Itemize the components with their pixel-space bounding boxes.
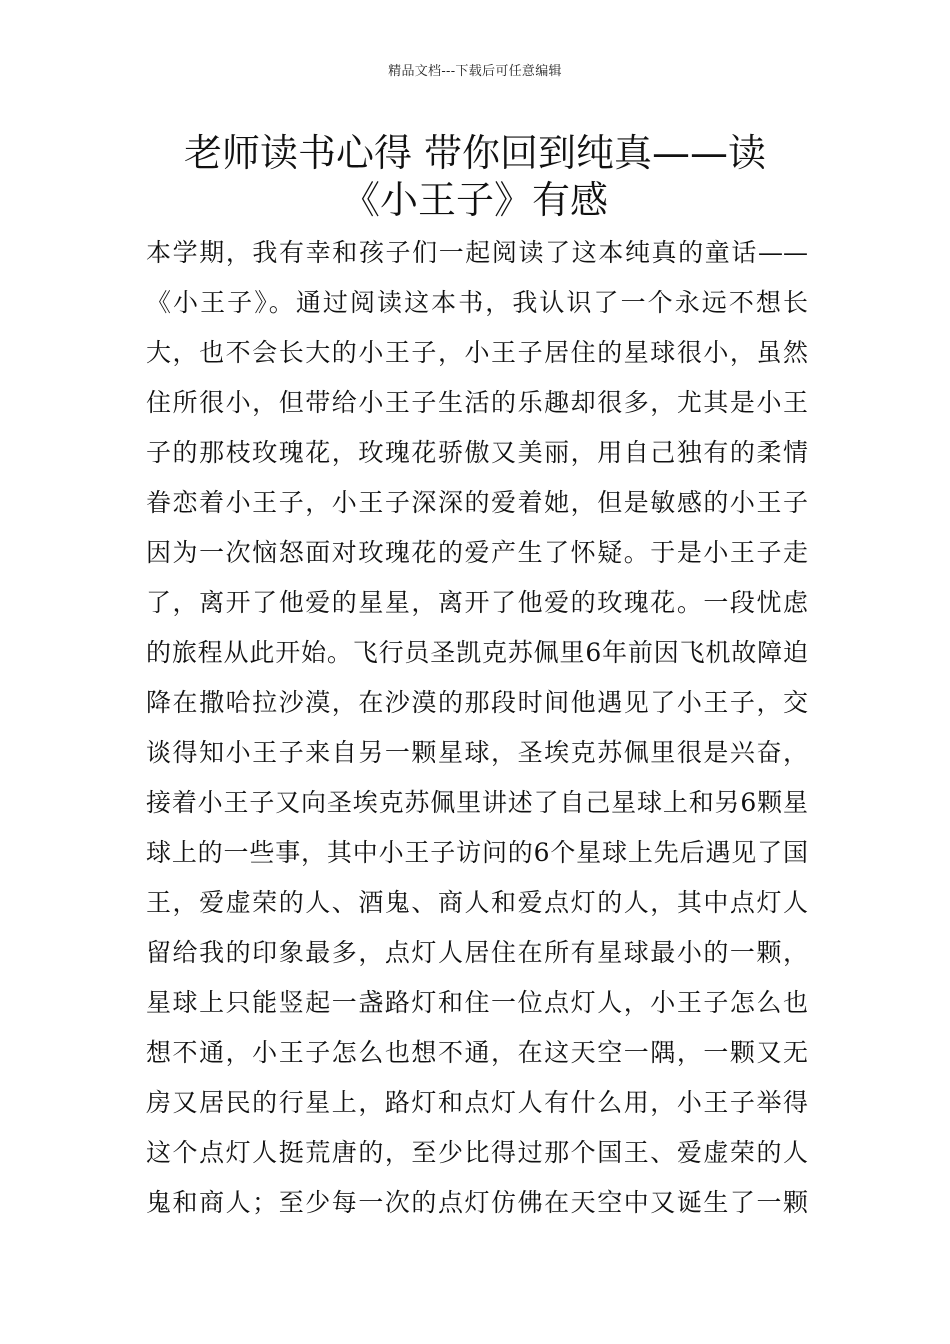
body-paragraph — [146, 228, 808, 1228]
body-line: 接着小王子又向圣埃克苏佩里讲述了自己星球上和另6颗星 — [146, 788, 808, 817]
body-line: 这个点灯人挺荒唐的，至少比得过那个国王、爱虚荣的人 — [146, 1138, 808, 1167]
body-line: 本学期，我有幸和孩子们一起阅读了这本纯真的童话—— — [146, 238, 808, 267]
body-line: 谈得知小王子来自另一颗星球，圣埃克苏佩里很是兴奋， — [146, 738, 808, 767]
body-line: 降在撒哈拉沙漠，在沙漠的那段时间他遇见了小王子，交 — [146, 688, 808, 717]
body-line: 房又居民的行星上，路灯和点灯人有什么用，小王子举得 — [146, 1088, 808, 1117]
body-line: 眷恋着小王子，小王子深深的爱着她，但是敏感的小王子 — [146, 488, 808, 517]
body-line: 想不通，小王子怎么也想不通，在这天空一隅，一颗又无 — [146, 1038, 808, 1067]
body-line: 星球上只能竖起一盏路灯和住一位点灯人，小王子怎么也 — [146, 988, 808, 1017]
body-line: 住所很小，但带给小王子生活的乐趣却很多，尤其是小王 — [146, 388, 808, 417]
body-line: 的旅程从此开始。飞行员圣凯克苏佩里6年前因飞机故障迫 — [146, 638, 808, 667]
title-line: 老师读书心得 带你回到纯真——读 — [183, 131, 767, 175]
document-title — [120, 130, 830, 224]
body-line: 留给我的印象最多，点灯人居住在所有星球最小的一颗， — [146, 938, 808, 967]
header-note: 精品文档---下载后可任意编辑 — [388, 64, 562, 79]
body-line: 了，离开了他爱的星星，离开了他爱的玫瑰花。一段忧虑 — [146, 588, 808, 617]
body-line: 球上的一些事，其中小王子访问的6个星球上先后遇见了国 — [146, 838, 808, 867]
body-line: 王，爱虚荣的人、酒鬼、商人和爱点灯的人，其中点灯人 — [146, 888, 808, 917]
title-line: 《小王子》有感 — [341, 178, 608, 222]
body-line: 鬼和商人；至少每一次的点灯仿佛在天空中又诞生了一颗 — [146, 1188, 808, 1217]
body-line: 因为一次恼怒面对玫瑰花的爱产生了怀疑。于是小王子走 — [146, 538, 808, 567]
body-line: 大，也不会长大的小王子，小王子居住的星球很小，虽然 — [146, 338, 808, 367]
body-line: 子的那枝玫瑰花，玫瑰花骄傲又美丽，用自己独有的柔情 — [146, 438, 808, 467]
body-line: 《小王子》。通过阅读这本书，我认识了一个永远不想长 — [146, 288, 808, 317]
